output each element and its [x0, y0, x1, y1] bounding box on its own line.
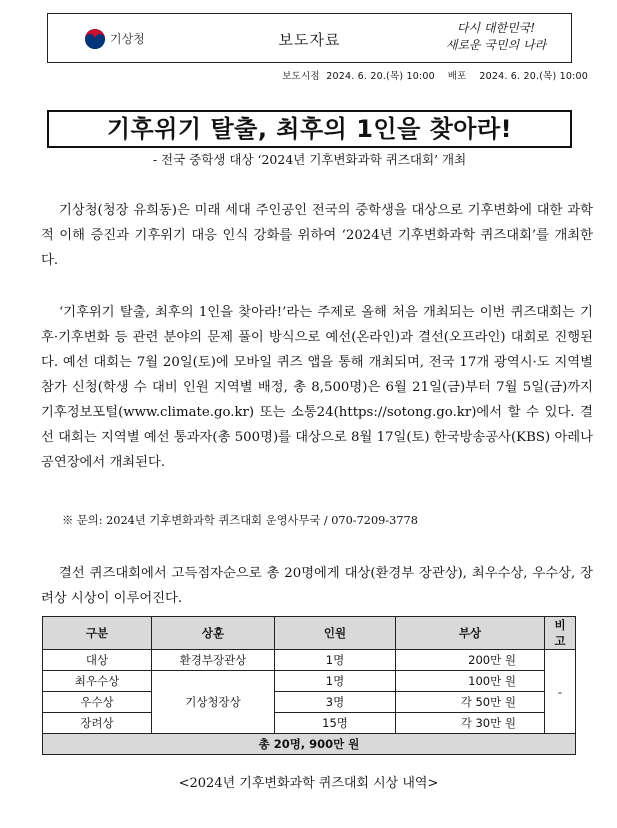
prize-cell: 200만 원: [396, 650, 545, 671]
column-header: 상훈: [152, 617, 275, 650]
award-cell: 환경부장관상: [152, 650, 275, 671]
count-cell: 1명: [275, 650, 396, 671]
table-caption: <2024년 기후변화과학 퀴즈대회 시상 내역>: [178, 776, 439, 791]
contact-note: ※ 문의: 2024년 기후변화과학 퀴즈대회 운영사무국 / 070-7209-3778: [62, 514, 418, 527]
press-header: [47, 13, 572, 63]
slogan-line-1: 다시 대한민국!: [456, 21, 536, 35]
title-box: [47, 110, 572, 148]
note-cell: -: [545, 650, 576, 734]
prize-cell: 100만 원: [396, 671, 545, 692]
paragraph-3: [41, 561, 593, 611]
release-info: [282, 68, 588, 82]
release-time-label: 보도시점: [282, 71, 320, 82]
prize-cell: 각 30만 원: [396, 713, 545, 734]
column-header: 비고: [545, 617, 576, 650]
category-cell: 최우수상: [43, 671, 152, 692]
count-cell: 15명: [275, 713, 396, 734]
paragraph-1: [41, 198, 593, 273]
column-header: 구분: [43, 617, 152, 650]
paragraph-2-text: ‘기후위기 탈출, 최후의 1인을 찾아라!’라는 주제로 올해 처음 개최되는 이번 퀴즈대회는 기후·기후변화 등 관련 분야의 문제 풀이 방식으로 예선(온라인)과 결선(오프라인) 대회로 진행된다. 예선 대회는 7월 20일(토)에 모바일 퀴즈 앱을 통해 개최되며, 전국 17개 광역시·도 지역별 참가 신청(학생 수 대비 인원 지역별 배정, 총 8,500명)은 6월 21일(금)부터 7월 5일(금)까지 기후정보포털(www.climate.go.kr) 또는 소통24(https://sotong.go.kr)에서 할 수 있다. 결선 대회는 지역별 예선 통과자(총 500명)를 대상으로 8월 17일(토) 한국방송공사(KBS) 아레나 공연장에서 개최된다.: [41, 305, 593, 470]
count-cell: 3명: [275, 692, 396, 713]
count-cell: 1명: [275, 671, 396, 692]
org-name: 기상청: [110, 32, 145, 46]
distribution-value: 2024. 6. 20.(목) 10:00: [479, 71, 588, 82]
table-row: [43, 650, 576, 671]
total-cell: 총 20명, 900만 원: [43, 734, 576, 755]
slogan: [435, 20, 557, 54]
paragraph-3-text: 결선 퀴즈대회에서 고득점자순으로 총 20명에게 대상(환경부 장관상), 최우수상, 우수상, 장려상 시상이 이루어진다.: [41, 566, 593, 606]
award-cell: 기상청장상: [152, 671, 275, 734]
subtitle: - 전국 중학생 대상 ‘2024년 기후변화과학 퀴즈대회’ 개최: [152, 152, 467, 167]
page-title: 기후위기 탈출, 최후의 1인을 찾아라!: [106, 115, 513, 143]
prize-cell: 각 50만 원: [396, 692, 545, 713]
distribution-label: 배포: [447, 71, 467, 82]
table-total-row: [43, 734, 576, 755]
table-row: [43, 671, 576, 692]
table-row: [43, 713, 576, 734]
table-header-row: [43, 617, 576, 650]
release-time-value: 2024. 6. 20.(목) 10:00: [326, 71, 435, 82]
category-cell: 대상: [43, 650, 152, 671]
paragraph-2: [41, 300, 593, 475]
slogan-line-2: 새로운 국민의 나라: [445, 38, 547, 52]
category-cell: 장려상: [43, 713, 152, 734]
award-table: [42, 616, 576, 755]
paragraph-1-text: 기상청(청장 유희동)은 미래 세대 주인공인 전국의 중학생을 대상으로 기후변화에 대한 과학적 이해 증진과 기후위기 대응 인식 강화를 위하여 ‘2024년 기후변화과학 퀴즈대회’를 개최한다.: [41, 203, 593, 268]
doc-type: 보도자료: [278, 31, 341, 49]
column-header: 부상: [396, 617, 545, 650]
column-header: 인원: [275, 617, 396, 650]
category-cell: 우수상: [43, 692, 152, 713]
table-row: [43, 692, 576, 713]
